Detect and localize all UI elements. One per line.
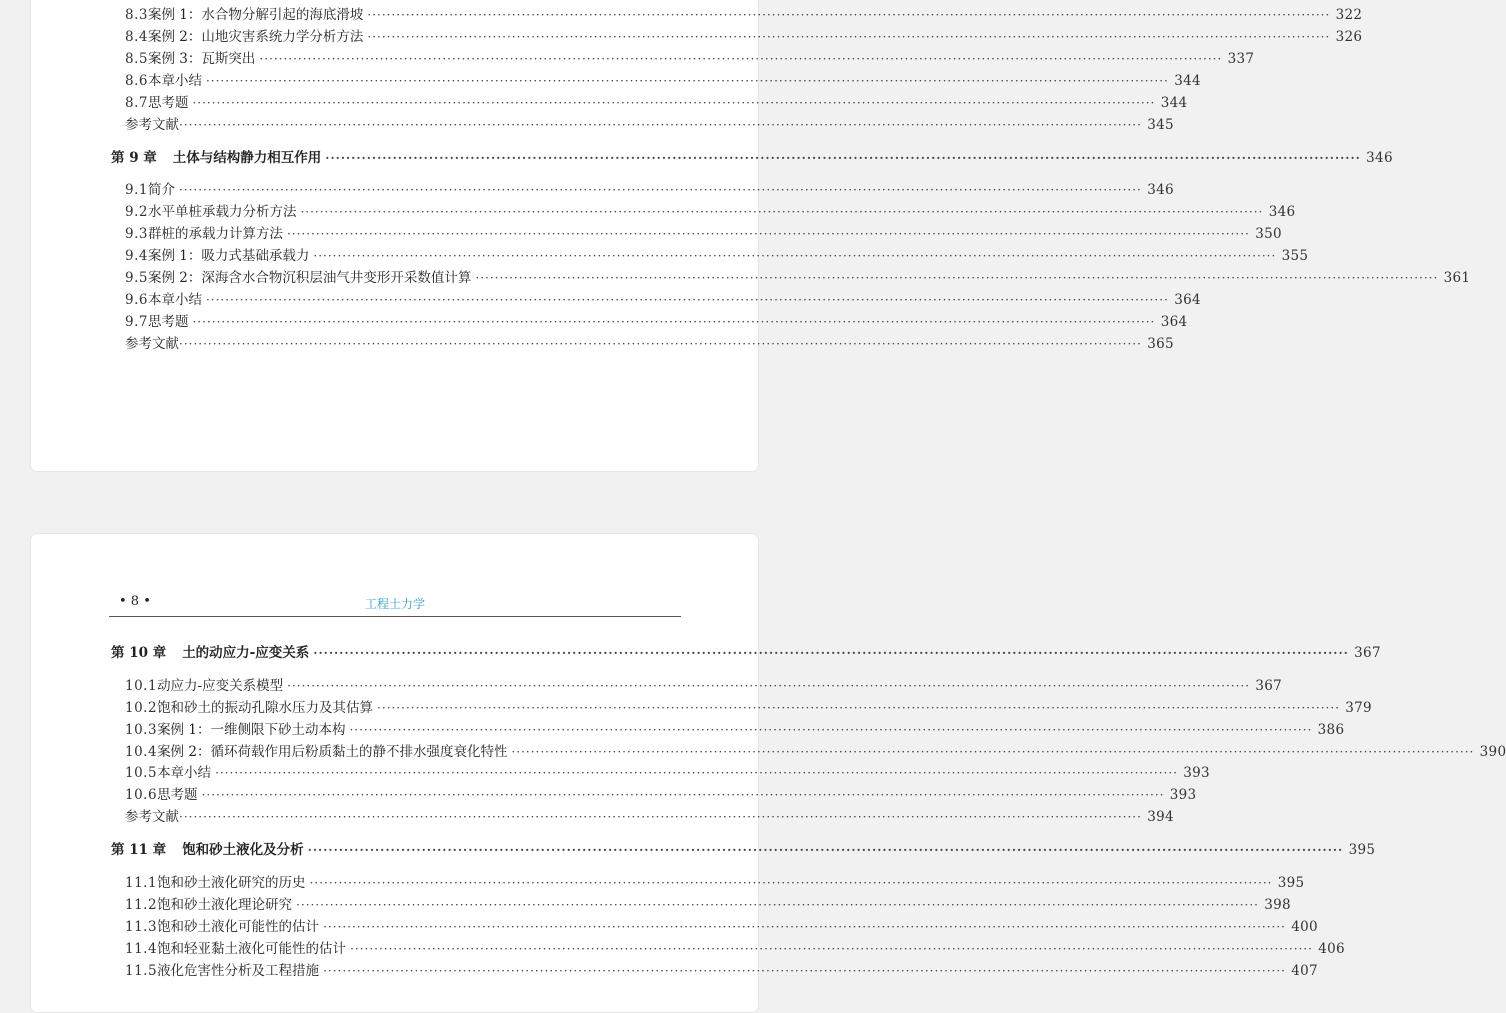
- section-number: 8.7: [125, 95, 148, 111]
- entry-title: 案例 1：一维侧限下砂土动本构: [157, 722, 346, 738]
- leader-dots: ········································································································································································································: [307, 843, 1344, 857]
- section-number: 10.1: [125, 678, 158, 694]
- section-number: 9.6: [125, 292, 148, 308]
- leader-dots: ········································································································································································································: [179, 810, 1142, 824]
- section-number: 8.6: [125, 73, 148, 89]
- entry-page-number: 390: [1479, 744, 1506, 760]
- toc-section-entry[interactable]: [31, 202, 1296, 222]
- entry-page-number: 326: [1335, 29, 1363, 45]
- chapter-number: 第 11 章: [111, 842, 167, 858]
- entry-title: 饱和轻亚黏土液化可能性的估计: [157, 941, 347, 957]
- toc-section-entry[interactable]: [31, 961, 1318, 981]
- leader-dots: ········································································································································································································: [313, 249, 1277, 263]
- entry-title: 本章小结: [157, 765, 212, 781]
- leader-dots: ········································································································································································································: [475, 271, 1439, 285]
- entry-page-number: 346: [1268, 204, 1296, 220]
- entry-title: 案例 2：循环荷载作用后粉质黏土的静不排水强度衰化特性: [157, 744, 508, 760]
- section-number: 9.5: [125, 270, 148, 286]
- entry-title: 参考文献: [125, 336, 179, 352]
- toc-section-entry[interactable]: [31, 27, 1363, 47]
- entry-title: 思考题: [157, 787, 198, 803]
- page-number: • 8 •: [119, 594, 151, 609]
- entry-page-number: 400: [1291, 919, 1318, 935]
- leader-dots: ········································································································································································································: [179, 337, 1142, 351]
- entry-page-number: 365: [1147, 336, 1174, 352]
- leader-dots: ········································································································································································································: [350, 942, 1313, 956]
- toc-section-entry[interactable]: [31, 742, 1506, 762]
- entry-title: 液化危害性分析及工程措施: [157, 963, 320, 979]
- toc-section-entry[interactable]: [31, 720, 1345, 740]
- toc-section-entry[interactable]: [31, 5, 1363, 25]
- entry-page-number: 394: [1147, 809, 1174, 825]
- entry-title: 土体与结构静力相互作用: [172, 150, 322, 166]
- leader-dots: ········································································································································································································: [178, 183, 1142, 197]
- leader-dots: ········································································································································································································: [192, 315, 1156, 329]
- section-number: 10.2: [125, 700, 158, 716]
- entry-page-number: 364: [1160, 314, 1188, 330]
- entry-title: 本章小结: [147, 73, 202, 89]
- entry-page-number: 386: [1317, 722, 1345, 738]
- toc-section-entry[interactable]: [31, 180, 1174, 200]
- entry-title: 土的动应力-应变关系: [182, 645, 310, 661]
- entry-title: 思考题: [147, 314, 189, 330]
- section-number: 8.3: [125, 7, 148, 23]
- leader-dots: ········································································································································································································: [300, 205, 1264, 219]
- toc-section-entry[interactable]: [31, 246, 1309, 266]
- entry-page-number: 364: [1174, 292, 1201, 308]
- leader-dots: ········································································································································································································: [377, 701, 1340, 715]
- running-header: [109, 592, 681, 617]
- entry-page-number: 393: [1183, 765, 1210, 781]
- chapter-number: 第 9 章: [111, 150, 157, 166]
- entry-page-number: 337: [1227, 51, 1255, 67]
- entry-page-number: 406: [1318, 941, 1345, 957]
- leader-dots: ········································································································································································································: [286, 227, 1250, 241]
- entry-title: 动应力-应变关系模型: [157, 678, 284, 694]
- leader-dots: ········································································································································································································: [367, 30, 1331, 44]
- toc-section-entry[interactable]: [31, 676, 1283, 696]
- section-number: 11.5: [125, 963, 158, 979]
- entry-title: 群桩的承载力计算方法: [147, 226, 283, 242]
- entry-title: 简介: [147, 182, 175, 198]
- section-number: 9.1: [125, 182, 148, 198]
- entry-page-number: 367: [1354, 645, 1381, 661]
- toc-section-entry[interactable]: [31, 312, 1188, 332]
- toc-chapter-entry[interactable]: [31, 840, 1376, 860]
- toc-references-entry[interactable]: [31, 807, 1174, 827]
- leader-dots: ········································································································································································································: [511, 745, 1475, 759]
- leader-dots: ········································································································································································································: [205, 293, 1169, 307]
- leader-dots: ········································································································································································································: [179, 118, 1142, 132]
- section-number: 8.4: [125, 29, 148, 45]
- entry-page-number: 379: [1345, 700, 1372, 716]
- toc-section-entry[interactable]: [31, 93, 1188, 113]
- entry-page-number: 395: [1348, 842, 1376, 858]
- leader-dots: ········································································································································································································: [296, 898, 1259, 912]
- entry-title: 案例 1：水合物分解引起的海底滑坡: [147, 7, 364, 23]
- toc-section-entry[interactable]: [31, 763, 1210, 783]
- section-number: 9.3: [125, 226, 148, 242]
- section-number: 10.5: [125, 765, 158, 781]
- entry-page-number: 346: [1147, 182, 1174, 198]
- leader-dots: ········································································································································································································: [309, 876, 1273, 890]
- leader-dots: ········································································································································································································: [367, 8, 1331, 22]
- toc-section-entry[interactable]: [31, 49, 1255, 69]
- entry-page-number: 344: [1174, 73, 1201, 89]
- leader-dots: ········································································································································································································: [325, 151, 1361, 165]
- entry-title: 饱和砂土的振动孔隙水压力及其估算: [157, 700, 374, 716]
- section-number: 10.3: [125, 722, 158, 738]
- chapter-number: 第 10 章: [111, 645, 167, 661]
- entry-page-number: 355: [1281, 248, 1309, 264]
- toc-section-entry[interactable]: [31, 917, 1318, 937]
- entry-title: 参考文献: [125, 809, 179, 825]
- leader-dots: ········································································································································································································: [192, 96, 1156, 110]
- leader-dots: ········································································································································································································: [313, 646, 1349, 660]
- entry-title: 本章小结: [147, 292, 202, 308]
- entry-page-number: 393: [1169, 787, 1197, 803]
- leader-dots: ········································································································································································································: [323, 964, 1286, 978]
- entry-page-number: 395: [1277, 875, 1305, 891]
- book-title: 工程土力学: [364, 597, 425, 611]
- entry-title: 案例 3：瓦斯突出: [147, 51, 256, 67]
- entry-title: 饱和砂土液化研究的历史: [157, 875, 306, 891]
- section-number: 11.4: [125, 941, 158, 957]
- section-number: 10.6: [125, 787, 158, 803]
- document-page-lower: [30, 533, 1506, 1013]
- toc-references-entry[interactable]: [31, 334, 1174, 354]
- toc-section-entry[interactable]: [31, 268, 1471, 288]
- entry-title: 案例 1：吸力式基础承载力: [147, 248, 310, 264]
- section-number: 8.5: [125, 51, 148, 67]
- toc-section-entry[interactable]: [31, 785, 1197, 805]
- section-number: 9.4: [125, 248, 148, 264]
- entry-title: 思考题: [147, 95, 189, 111]
- entry-page-number: 344: [1160, 95, 1188, 111]
- entry-page-number: 345: [1147, 117, 1174, 133]
- toc-section-entry[interactable]: [31, 71, 1201, 91]
- toc-section-entry[interactable]: [31, 698, 1372, 718]
- entry-title: 水平单桩承载力分析方法: [147, 204, 297, 220]
- document-page-upper: [30, 0, 1471, 472]
- entry-title: 饱和砂土液化可能性的估计: [157, 919, 320, 935]
- leader-dots: ········································································································································································································: [323, 920, 1286, 934]
- toc-section-entry[interactable]: [31, 895, 1291, 915]
- section-number: 9.2: [125, 204, 148, 220]
- section-number: 11.1: [125, 875, 158, 891]
- entry-title: 饱和砂土液化理论研究: [157, 897, 293, 913]
- leader-dots: ········································································································································································································: [205, 74, 1169, 88]
- entry-page-number: 350: [1255, 226, 1282, 242]
- entry-page-number: 398: [1264, 897, 1291, 913]
- entry-title: 案例 2：山地灾害系统力学分析方法: [147, 29, 364, 45]
- entry-page-number: 367: [1255, 678, 1283, 694]
- leader-dots: ········································································································································································································: [259, 52, 1223, 66]
- entry-title: 案例 2：深海含水合物沉积层油气井变形开采数值计算: [147, 270, 472, 286]
- entry-page-number: 361: [1443, 270, 1471, 286]
- toc-chapter-entry[interactable]: [31, 148, 1393, 168]
- entry-page-number: 346: [1366, 150, 1393, 166]
- entry-title: 饱和砂土液化及分析: [182, 842, 304, 858]
- toc-chapter-entry[interactable]: [31, 643, 1381, 663]
- section-number: 9.7: [125, 314, 148, 330]
- leader-dots: ········································································································································································································: [287, 679, 1251, 693]
- toc-section-entry[interactable]: [31, 873, 1305, 893]
- entry-page-number: 407: [1291, 963, 1318, 979]
- toc-section-entry[interactable]: [31, 224, 1282, 244]
- toc-references-entry[interactable]: [31, 115, 1174, 135]
- section-number: 10.4: [125, 744, 158, 760]
- leader-dots: ········································································································································································································: [201, 788, 1165, 802]
- leader-dots: ········································································································································································································: [349, 723, 1313, 737]
- section-number: 11.3: [125, 919, 158, 935]
- leader-dots: ········································································································································································································: [215, 766, 1178, 780]
- toc-section-entry[interactable]: [31, 290, 1201, 310]
- section-number: 11.2: [125, 897, 158, 913]
- entry-page-number: 322: [1335, 7, 1363, 23]
- toc-section-entry[interactable]: [31, 939, 1345, 959]
- entry-title: 参考文献: [125, 117, 179, 133]
